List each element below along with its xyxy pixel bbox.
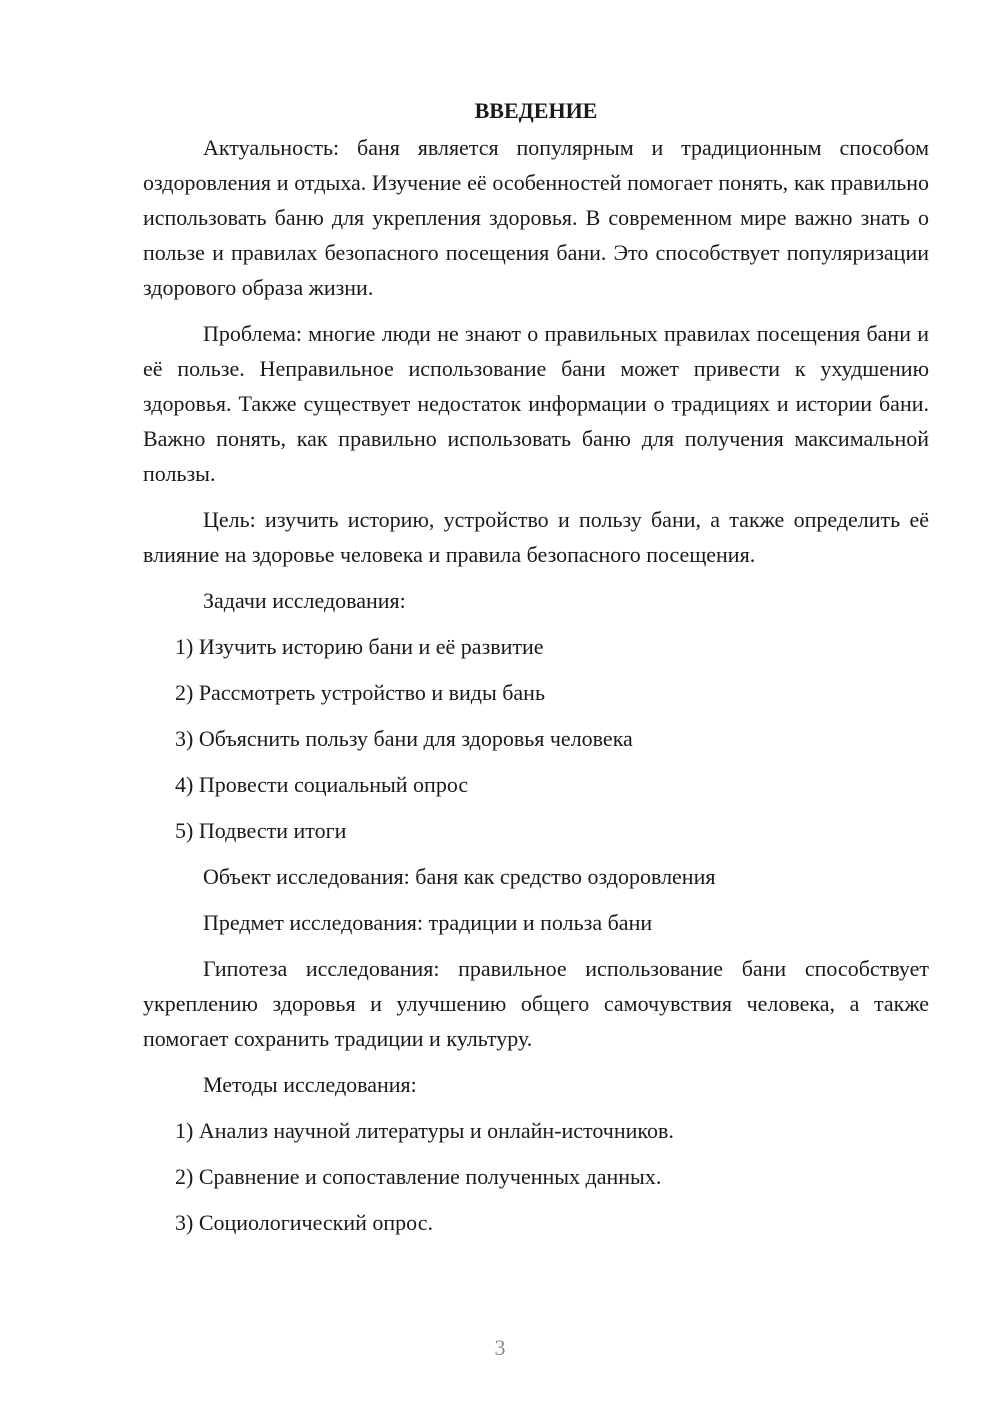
tasks-heading: Задачи исследования: [203,588,406,613]
problem-paragraph: Проблема: многие люди не знают о правильных правилах посещения бани и её пользе. Неправильное использование бани может привести к ухудшению здоровья. Также существует недостаток информации о традициях и истории бани. Важно понять, как правильно использовать баню для получения максимальной пользы. [143,321,929,486]
methods-list [143,1113,929,1240]
list-item: 5) Подвести итоги [175,818,347,843]
page-number: 3 [494,1335,506,1360]
document-page [143,93,929,1251]
relevance-paragraph: Актуальность: баня является популярным и традиционным способом оздоровления и отдыха. Изучение её особенностей помогает понять, как правильно использовать баню для укрепления здоровья. В современном мире важно знать о пользе и правилах безопасного посещения бани. Это способствует популяризации здорового образа жизни. [143,135,929,300]
list-item: 3) Социологический опрос. [175,1210,433,1235]
object-line: Объект исследования: баня как средство оздоровления [203,864,716,889]
methods-heading: Методы исследования: [203,1072,417,1097]
goal-paragraph: Цель: изучить историю, устройство и пользу бани, а также определить её влияние на здоровье человека и правила безопасного посещения. [143,507,929,567]
list-item: 3) Объяснить пользу бани для здоровья человека [175,726,633,751]
hypothesis-paragraph: Гипотеза исследования: правильное использование бани способствует укреплению здоровья и улучшению общего самочувствия человека, а также помогает сохранить традиции и культуру. [143,956,929,1051]
list-item: 1) Изучить историю бани и её развитие [175,634,544,659]
list-item: 4) Провести социальный опрос [175,772,469,797]
list-item: 2) Рассмотреть устройство и виды бань [175,680,545,705]
section-title: ВВЕДЕНИЕ [474,98,598,123]
tasks-list [143,629,929,848]
list-item: 1) Анализ научной литературы и онлайн-источников. [175,1118,674,1143]
subject-line: Предмет исследования: традиции и польза бани [203,910,653,935]
list-item: 2) Сравнение и сопоставление полученных данных. [175,1164,662,1189]
